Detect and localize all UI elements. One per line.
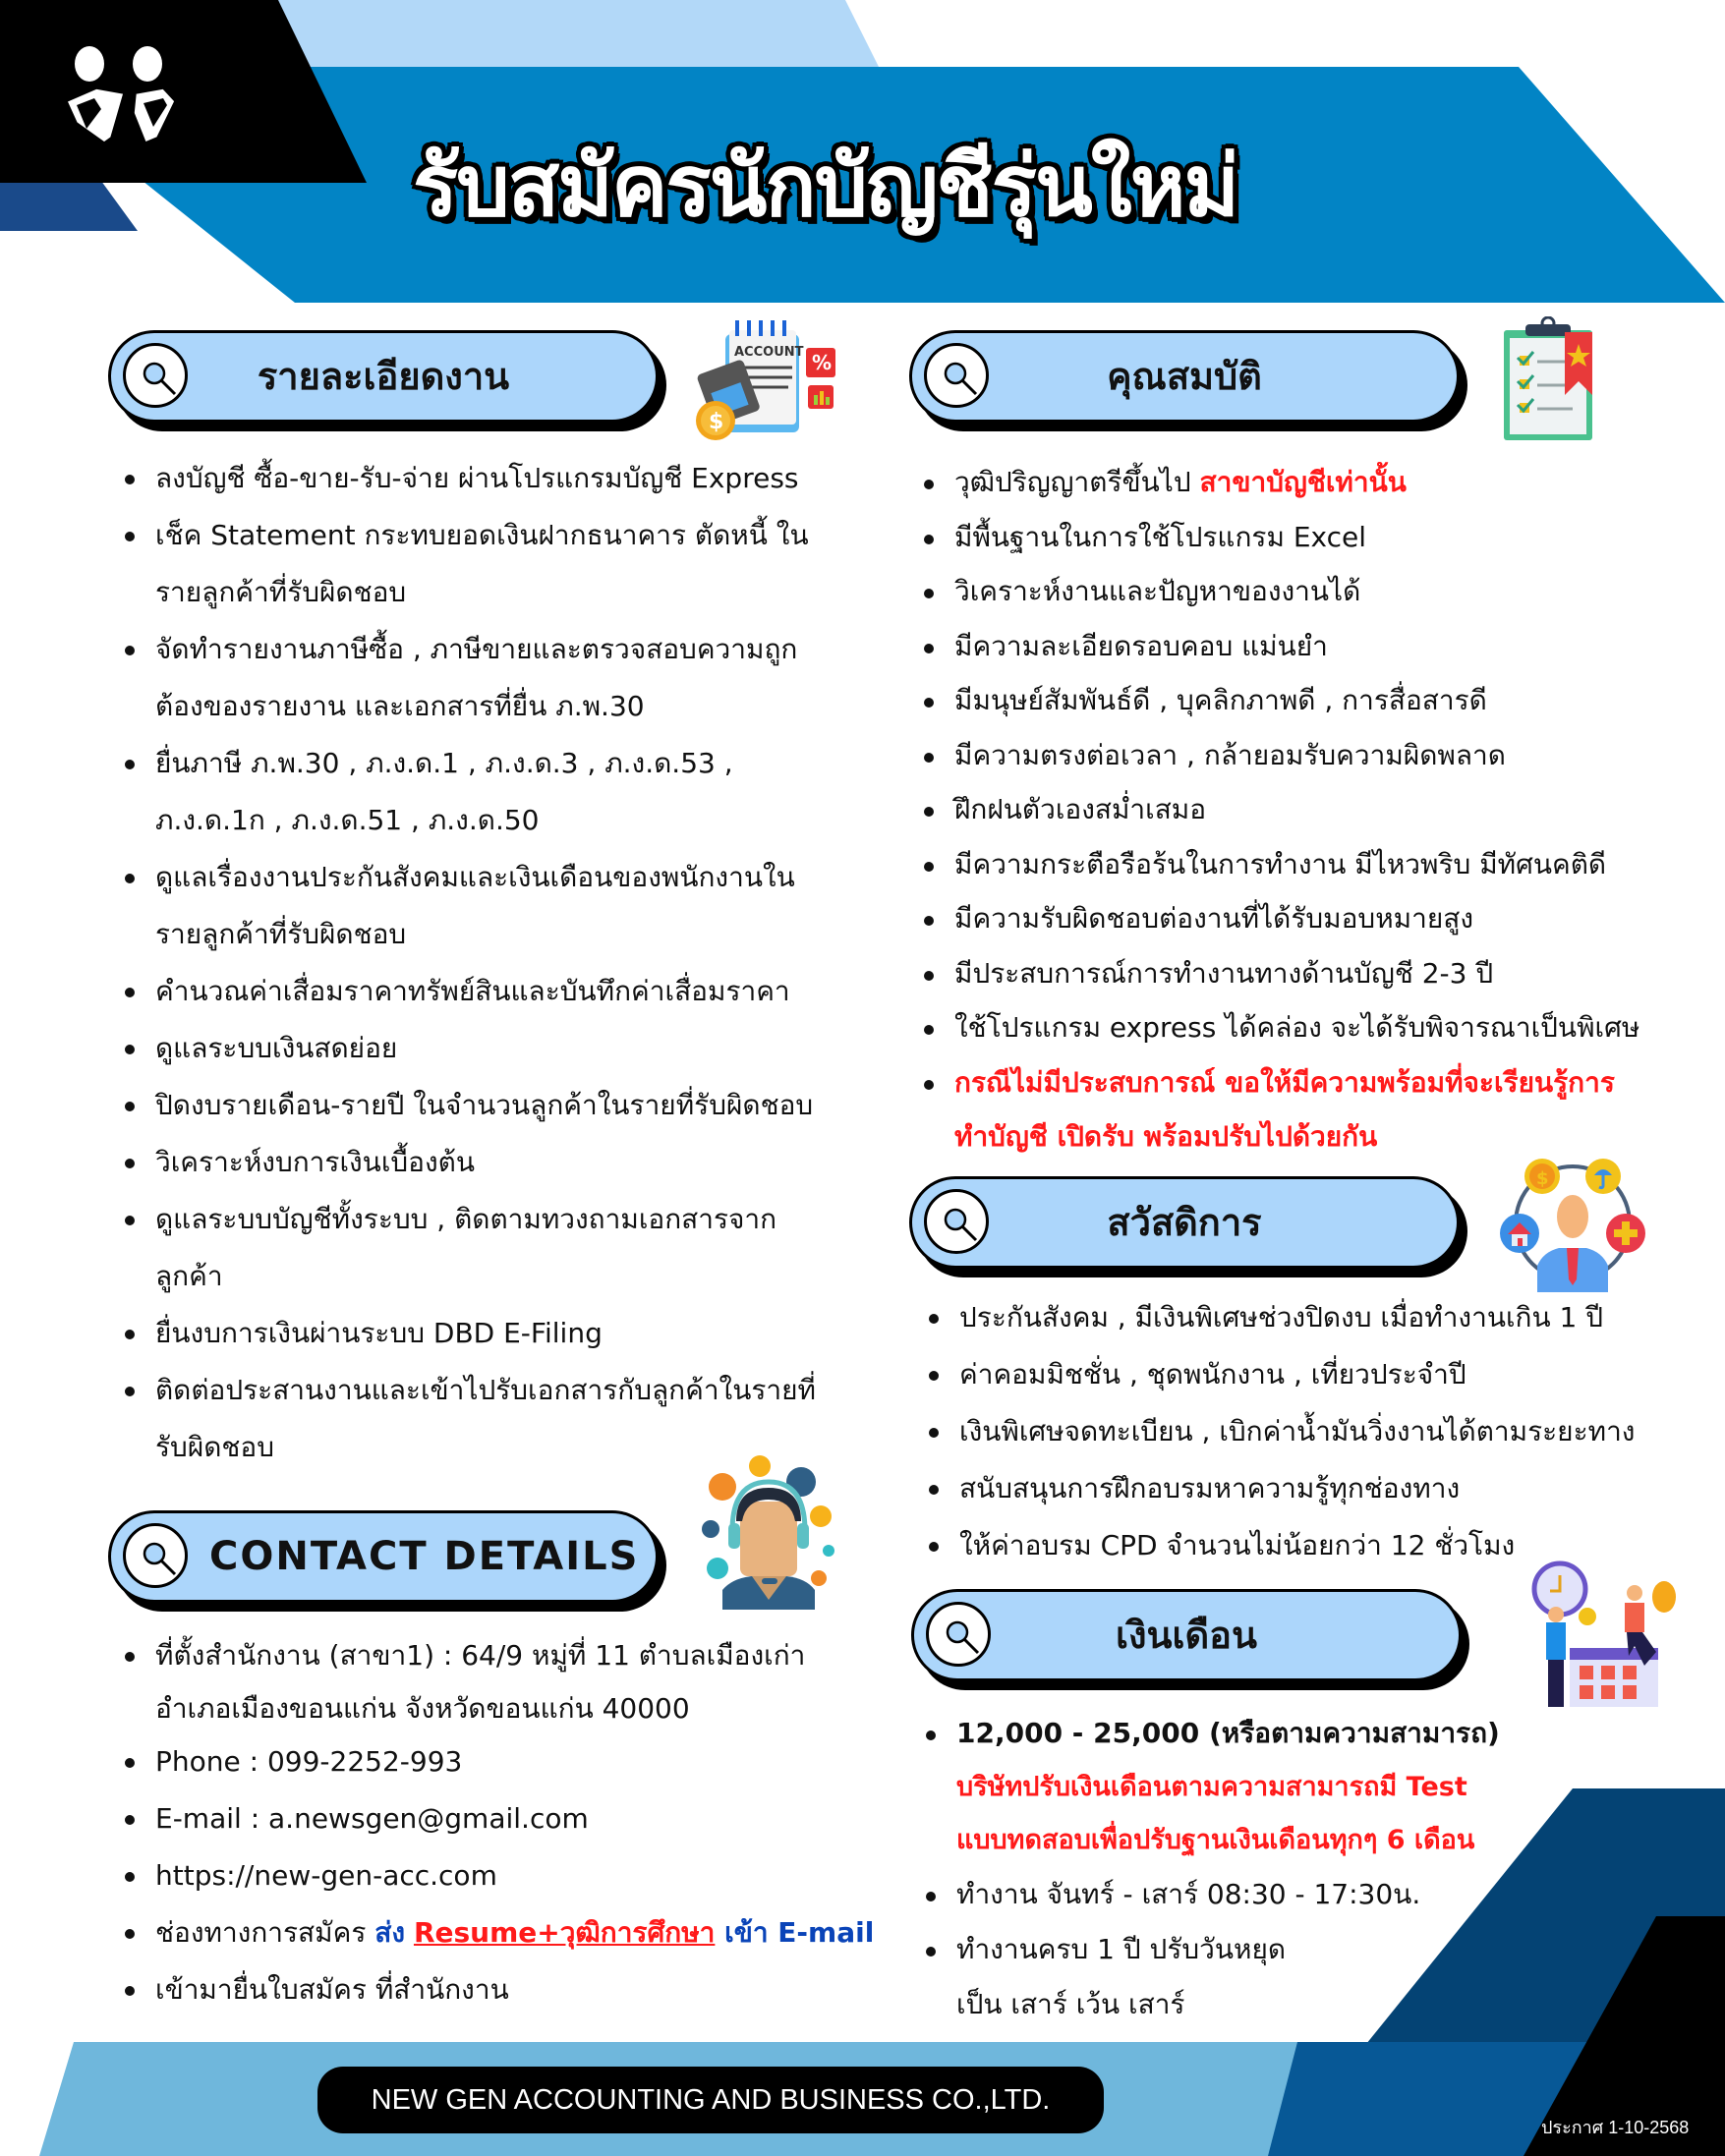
list-item: จัดทำรายงานภาษีซื้อ , ภาษีขายและตรวจสอบความถูก ต้องของรายงาน และเอกสารที่ยื่น ภ.พ.30 <box>123 621 870 735</box>
apply-channel-item: ช่องทางการสมัคร ส่ง Resume+วุฒิการศึกษา เข้า E-mail <box>123 1904 909 1961</box>
list-item: ดูแลระบบเงินสดย่อย <box>123 1020 870 1077</box>
qualifications-list <box>922 455 1698 1164</box>
list-item: ติดต่อประสานงานและเข้าไปรับเอกสารกับลูกค้าในรายที่ รับผิดชอบ <box>123 1362 870 1476</box>
list-item: มีพื้นฐานในการใช้โปรแกรม Excel <box>922 510 1698 565</box>
list-item: คำนวณค่าเสื่อมราคาทรัพย์สินและบันทึกค่าเสื่อมราคา <box>123 963 870 1020</box>
section-title: คุณสมบัติ <box>1107 355 1262 398</box>
address-item: ที่ตั้งสำนักงาน (สาขา1) : 64/9 หมู่ที่ 11 ตำบลเมืองเก่า อำเภอเมืองขอนแก่น จังหวัดขอนแก่น 40000 <box>123 1627 909 1733</box>
section-header-salary <box>911 1589 1462 1681</box>
email-item[interactable]: E-mail : a.newsgen@gmail.com <box>123 1790 909 1847</box>
section-header-benefits <box>909 1176 1460 1269</box>
list-item: ค่าคอมมิชชั่น , ชุดพนักงาน , เที่ยวประจำปี <box>927 1346 1713 1403</box>
list-item: วิเคราะห์งานและปัญหาของงานได้ <box>922 564 1698 619</box>
company-name-badge: NEW GEN ACCOUNTING AND BUSINESS CO.,LTD. <box>317 2067 1104 2133</box>
list-item: มีความกระตือรือร้นในการทำงาน มีไหวพริบ มีทัศนคติดี <box>922 837 1698 892</box>
two-people-logo-icon <box>57 44 204 147</box>
list-item: ใช้โปรแกรม express ได้คล่อง จะได้รับพิจารณาเป็นพิเศษ <box>922 1000 1698 1055</box>
salary-payday-illustration <box>1519 1558 1676 1710</box>
header-navy-accent <box>0 177 138 231</box>
list-item: ฝึกฝนตัวเองสม่ำเสมอ <box>922 782 1698 837</box>
list-item: เงินพิเศษจดทะเบียน , เบิกค่าน้ำมันวิ่งงานได้ตามระยะทาง <box>927 1403 1713 1460</box>
list-item: ประกันสังคม , มีเงินพิเศษช่วงปิดงบ เมื่อทำงานเกิน 1 ปี <box>927 1289 1713 1346</box>
list-item: มีความตรงต่อเวลา , กล้ายอมรับความผิดพลาด <box>922 728 1698 783</box>
list-item: สนับสนุนการฝึกอบรมหาความรู้ทุกช่องทาง <box>927 1460 1713 1517</box>
phone-item[interactable]: Phone : 099-2252-993 <box>123 1733 909 1790</box>
list-item: ปิดงบรายเดือน-รายปี ในจำนวนลูกค้าในรายที่รับผิดชอบ <box>123 1077 870 1134</box>
holiday-item: ทำงานครบ 1 ปี ปรับวันหยุด เป็น เสาร์ เว้น เสาร์ <box>924 1922 1710 2032</box>
contact-list <box>123 1627 909 2018</box>
list-item-note: กรณีไม่มีประสบการณ์ ขอให้มีความพร้อมที่จะเรียนรู้การ ทำบัญชี เปิดรับ พร้อมปรับไปด้วยกัน <box>922 1055 1698 1164</box>
salary-range-item: 12,000 - 25,000 (หรือตามความสามารถ) บริษัทปรับเงินเดือนตามความสามารถมี Test แบบทดสอบเพื่อปรับฐานเงินเดือนทุกๆ 6 เดือน <box>924 1706 1710 1867</box>
employee-benefits-illustration <box>1494 1150 1651 1292</box>
list-item: วิเคราะห์งบการเงินเบื้องต้น <box>123 1134 870 1191</box>
section-title: CONTACT DETAILS <box>209 1534 640 1579</box>
list-item: ลงบัญชี ซื้อ-ขาย-รับ-จ่าย ผ่านโปรแกรมบัญชี Express <box>123 450 870 507</box>
list-item: เช็ค Statement กระทบยอดเงินฝากธนาคาร ตัดหนี้ ใน รายลูกค้าที่รับผิดชอบ <box>123 507 870 621</box>
benefits-list <box>927 1289 1713 1574</box>
list-item: ดูแลเรื่องงานประกันสังคมและเงินเดือนของพนักงานใน รายลูกค้าที่รับผิดชอบ <box>123 849 870 963</box>
section-header-qualifications <box>909 330 1460 423</box>
svg-text:$: $ <box>1536 1168 1549 1189</box>
call-center-agent-illustration <box>693 1452 845 1610</box>
announcement-date: ประกาศ 1-10-2568 <box>1541 2118 1690 2137</box>
svg-text:%: % <box>812 351 833 374</box>
list-item: มีมนุษย์สัมพันธ์ดี , บุคลิกภาพดี , การสื่อสารดี <box>922 673 1698 728</box>
walk-in-item: เข้ามายื่นใบสมัคร ที่สำนักงาน <box>123 1961 909 2018</box>
clipboard-checklist-illustration <box>1502 316 1600 444</box>
list-item: ยื่นงบการเงินผ่านระบบ DBD E-Filing <box>123 1305 870 1362</box>
section-header-job-details <box>108 330 659 423</box>
list-item: มีความละเอียดรอบคอบ แม่นยำ <box>922 619 1698 674</box>
section-title: รายละเอียดงาน <box>257 355 510 398</box>
job-details-list <box>123 450 870 1476</box>
svg-text:ACCOUNT: ACCOUNT <box>734 345 804 360</box>
section-header-contact <box>108 1510 659 1603</box>
website-link[interactable]: https://new-gen-acc.com <box>123 1847 909 1904</box>
page-title: รับสมัครนักบัญชีรุ่นใหม่ <box>413 138 1238 236</box>
section-title: เงินเดือน <box>1116 1614 1257 1657</box>
svg-text:$: $ <box>709 410 724 434</box>
list-item: ให้ค่าอบรม CPD จำนวนไม่น้อยกว่า 12 ชั่วโมง <box>927 1517 1713 1574</box>
list-item: ดูแลระบบบัญชีทั้งระบบ , ติดตามทวงถามเอกสารจาก ลูกค้า <box>123 1191 870 1305</box>
list-item: วุฒิปริญญาตรีขึ้นไป สาขาบัญชีเท่านั้น <box>922 455 1698 510</box>
working-hours-item: ทำงาน จันทร์ - เสาร์ 08:30 - 17:30น. <box>924 1867 1710 1922</box>
list-item: มีความรับผิดชอบต่องานที่ได้รับมอบหมายสูง <box>922 891 1698 946</box>
list-item: ยื่นภาษี ภ.พ.30 , ภ.ง.ด.1 , ภ.ง.ด.3 , ภ.ง.ด.53 , ภ.ง.ด.1ก , ภ.ง.ด.51 , ภ.ง.ด.50 <box>123 735 870 849</box>
section-title: สวัสดิการ <box>1107 1201 1262 1244</box>
account-calculator-illustration <box>686 316 843 444</box>
list-item: มีประสบการณ์การทำงานทางด้านบัญชี 2-3 ปี <box>922 946 1698 1001</box>
